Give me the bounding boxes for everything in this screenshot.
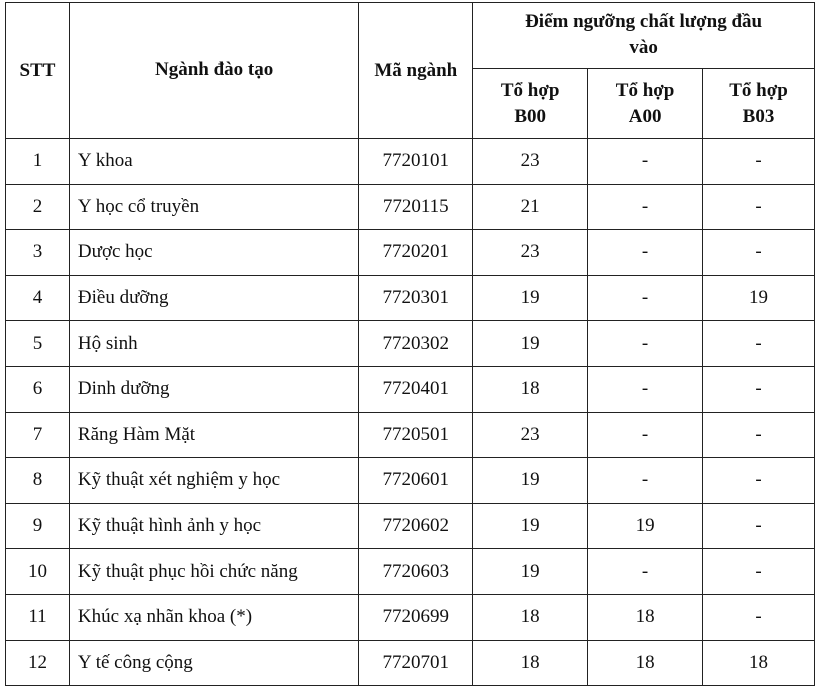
cell-code: 7720699 [359, 594, 473, 640]
cell-b03: - [703, 458, 815, 504]
cell-a00: - [588, 230, 703, 276]
cell-b03: - [703, 503, 815, 549]
cell-stt: 11 [6, 594, 70, 640]
cell-b00: 18 [473, 594, 588, 640]
table-row [6, 230, 815, 276]
header-major: Ngành đào tạo [69, 3, 358, 139]
cell-major: Kỹ thuật xét nghiệm y học [69, 458, 358, 504]
cell-stt: 3 [6, 230, 70, 276]
cell-code: 7720201 [359, 230, 473, 276]
cell-stt: 7 [6, 412, 70, 458]
cell-major: Điều dưỡng [69, 275, 358, 321]
cell-stt: 8 [6, 458, 70, 504]
cell-major: Dinh dưỡng [69, 366, 358, 412]
cell-b00: 19 [473, 321, 588, 367]
table-row [6, 321, 815, 367]
cell-major: Y học cổ truyền [69, 184, 358, 230]
cell-b00: 23 [473, 230, 588, 276]
header-threshold: Điểm ngưỡng chất lượng đầu vào [473, 3, 815, 69]
header-stt: STT [6, 3, 70, 139]
cell-code: 7720401 [359, 366, 473, 412]
table-row [6, 412, 815, 458]
table-row [6, 275, 815, 321]
cell-stt: 12 [6, 640, 70, 686]
cell-b00: 18 [473, 366, 588, 412]
table-row [6, 640, 815, 686]
cell-a00: 18 [588, 594, 703, 640]
header-a00: Tổ hợp A00 [588, 69, 703, 139]
cell-stt: 10 [6, 549, 70, 595]
cell-b00: 23 [473, 412, 588, 458]
cell-b03: - [703, 366, 815, 412]
cell-b03: 18 [703, 640, 815, 686]
cell-major: Hộ sinh [69, 321, 358, 367]
cell-major: Khúc xạ nhãn khoa (*) [69, 594, 358, 640]
cell-a00: - [588, 412, 703, 458]
cell-a00: - [588, 184, 703, 230]
cell-major: Dược học [69, 230, 358, 276]
cell-stt: 2 [6, 184, 70, 230]
cell-a00: 18 [588, 640, 703, 686]
cell-b00: 19 [473, 503, 588, 549]
cell-major: Kỹ thuật phục hồi chức năng [69, 549, 358, 595]
cell-a00: 19 [588, 503, 703, 549]
cell-a00: - [588, 321, 703, 367]
cell-b00: 19 [473, 549, 588, 595]
table-row [6, 594, 815, 640]
cell-code: 7720115 [359, 184, 473, 230]
header-b03: Tổ hợp B03 [703, 69, 815, 139]
cell-code: 7720601 [359, 458, 473, 504]
cell-b03: - [703, 321, 815, 367]
cell-stt: 4 [6, 275, 70, 321]
cell-major: Răng Hàm Mặt [69, 412, 358, 458]
admission-threshold-table [5, 2, 815, 686]
cell-b03: - [703, 230, 815, 276]
table-row [6, 503, 815, 549]
cell-b00: 23 [473, 139, 588, 185]
cell-b00: 18 [473, 640, 588, 686]
table-header [6, 3, 815, 139]
cell-stt: 5 [6, 321, 70, 367]
cell-a00: - [588, 458, 703, 504]
table-row [6, 139, 815, 185]
cell-code: 7720301 [359, 275, 473, 321]
cell-a00: - [588, 275, 703, 321]
cell-code: 7720602 [359, 503, 473, 549]
cell-b03: - [703, 139, 815, 185]
cell-code: 7720701 [359, 640, 473, 686]
cell-b03: - [703, 549, 815, 595]
cell-b03: - [703, 412, 815, 458]
cell-code: 7720302 [359, 321, 473, 367]
cell-b00: 19 [473, 458, 588, 504]
cell-b00: 19 [473, 275, 588, 321]
header-b00: Tổ hợp B00 [473, 69, 588, 139]
cell-major: Y tế công cộng [69, 640, 358, 686]
cell-b03: - [703, 594, 815, 640]
table-row [6, 549, 815, 595]
table-body [6, 139, 815, 686]
cell-stt: 9 [6, 503, 70, 549]
header-code: Mã ngành [359, 3, 473, 139]
cell-b00: 21 [473, 184, 588, 230]
cell-b03: - [703, 184, 815, 230]
cell-major: Y khoa [69, 139, 358, 185]
table-row [6, 458, 815, 504]
table-row [6, 184, 815, 230]
cell-major: Kỹ thuật hình ảnh y học [69, 503, 358, 549]
cell-code: 7720603 [359, 549, 473, 595]
cell-b03: 19 [703, 275, 815, 321]
cell-stt: 6 [6, 366, 70, 412]
cell-a00: - [588, 549, 703, 595]
cell-code: 7720501 [359, 412, 473, 458]
cell-a00: - [588, 139, 703, 185]
cell-a00: - [588, 366, 703, 412]
table-row [6, 366, 815, 412]
cell-code: 7720101 [359, 139, 473, 185]
cell-stt: 1 [6, 139, 70, 185]
